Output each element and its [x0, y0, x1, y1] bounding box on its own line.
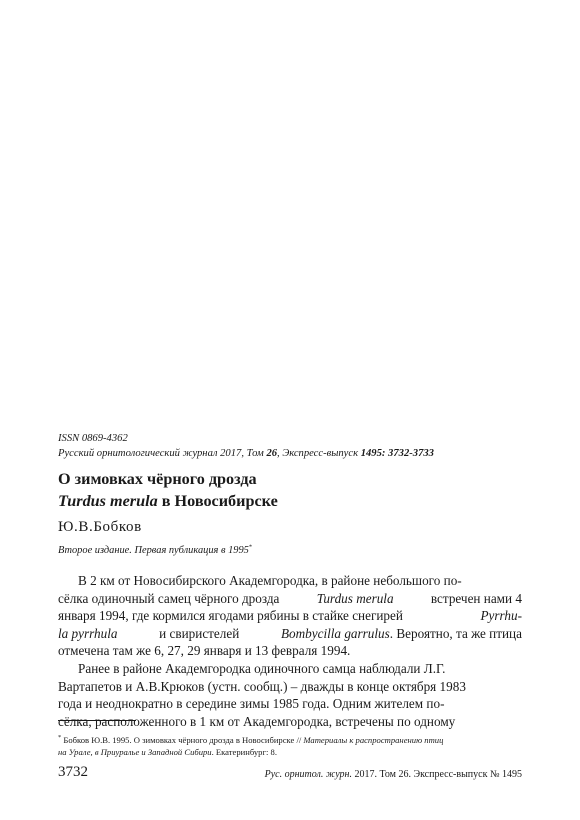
body-line: января 1994, где кормился ягодами рябины в стайке снегирей Pyrrhu-: [58, 608, 522, 624]
article-title-line-2: [58, 492, 278, 511]
title-location: в Новосибирске: [157, 492, 278, 510]
journal-issue-prefix: , Экспресс-выпуск: [277, 448, 361, 459]
journal-volume: 26: [266, 448, 278, 459]
footnote-marker: *: [248, 543, 253, 551]
footnote-marker: *: [58, 734, 62, 742]
body-line: Ранее в районе Академгородка одиночного самца наблюдали Л.Г.: [78, 660, 446, 676]
body-line: сёлка, расположенного в 1 км от Академгородка, встречены по одному: [58, 713, 456, 729]
body-line: отмечена там же 6, 27, 29 января и 13 февраля 1994.: [58, 643, 351, 659]
species-latin-name: Turdus merula: [58, 492, 158, 510]
issn-line: ISSN 0869-4362: [58, 433, 128, 444]
footnote-line-2: на Урале, в Приуралье и Западной Сибири. Екатеринбург: 8.: [58, 747, 277, 757]
footnote-line-1: * Бобков Ю.В. 1995. О зимовках чёрного дрозда в Новосибирске // Материалы к распространению птиц: [58, 734, 444, 745]
body-line: года и неоднократно в середине зимы 1985 года. Одним жителем по-: [58, 696, 445, 712]
journal-citation-line: [58, 448, 434, 459]
body-line: В 2 км от Новосибирского Академгородка, в районе небольшого по-: [78, 573, 462, 588]
latin-name: Bombycilla garrulus: [280, 625, 390, 641]
latin-name: la pyrrhula: [58, 625, 118, 641]
body-line: сёлка одиночный самец чёрного дрозда Turdus merula встречен нами 4: [58, 590, 522, 606]
running-footer: Рус. орнитол. журн. 2017. Том 26. Экспресс-выпуск № 1495: [264, 769, 522, 780]
latin-name: Turdus merula: [316, 590, 394, 606]
page-number: 3732: [58, 764, 88, 780]
body-line: Вартапетов и А.В.Крюков (устн. сообщ.) – дважды в конце октября 1983: [58, 678, 466, 694]
author-name: Ю.В.Бобков: [58, 519, 142, 535]
edition-note-text: Второе издание. Первая публикация в 1995: [58, 545, 249, 556]
footnote-separator: [58, 720, 136, 721]
article-body: [58, 572, 522, 730]
journal-name: Русский орнитологический журнал 2017, Том: [58, 448, 267, 459]
body-line: la pyrrhula и свиристелей Bombycilla garrulus. Вероятно, та же птица: [58, 625, 522, 641]
journal-pages: : 3732-3733: [381, 448, 434, 459]
edition-note: [58, 545, 252, 556]
journal-issue: 1495: [360, 448, 382, 459]
article-title-line-1: О зимовках чёрного дрозда: [58, 470, 257, 488]
latin-name: Pyrrhu-: [480, 608, 522, 624]
